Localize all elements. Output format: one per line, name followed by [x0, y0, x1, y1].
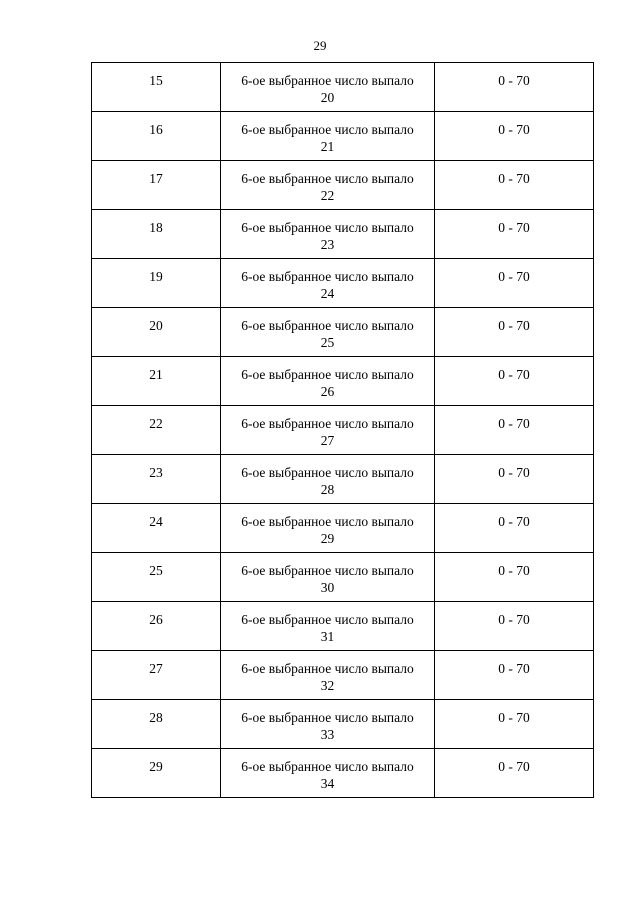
range-cell [435, 749, 594, 798]
description-text: 6-ое выбранное число выпало [241, 220, 414, 235]
row-number-cell [92, 651, 221, 700]
drawn-number: 32 [320, 678, 335, 693]
drawn-number: 33 [320, 727, 335, 742]
table-body [92, 63, 594, 798]
range-cell [435, 455, 594, 504]
description-text: 6-ое выбранное число выпало [241, 612, 414, 627]
range-value: 0 - 70 [498, 367, 530, 382]
table-row [92, 308, 594, 357]
range-cell [435, 210, 594, 259]
description-cell [221, 308, 435, 357]
drawn-number: 20 [320, 90, 335, 105]
range-cell [435, 504, 594, 553]
description-cell [221, 406, 435, 455]
description-text: 6-ое выбранное число выпало [241, 563, 414, 578]
range-cell [435, 308, 594, 357]
description-cell [221, 553, 435, 602]
description-text: 6-ое выбранное число выпало [241, 514, 414, 529]
results-table [91, 62, 594, 798]
row-number: 22 [149, 416, 163, 431]
drawn-number: 21 [320, 139, 335, 154]
row-number-cell [92, 210, 221, 259]
range-cell [435, 357, 594, 406]
range-cell [435, 63, 594, 112]
description-text: 6-ое выбранное число выпало [241, 759, 414, 774]
row-number: 27 [149, 661, 163, 676]
row-number-cell [92, 112, 221, 161]
table-row [92, 749, 594, 798]
description-text: 6-ое выбранное число выпало [241, 710, 414, 725]
table-row [92, 259, 594, 308]
description-text: 6-ое выбранное число выпало [241, 367, 414, 382]
range-cell [435, 259, 594, 308]
description-text: 6-ое выбранное число выпало [241, 465, 414, 480]
table-row [92, 210, 594, 259]
drawn-number: 26 [320, 384, 335, 399]
row-number-cell [92, 406, 221, 455]
range-value: 0 - 70 [498, 73, 530, 88]
table-row [92, 112, 594, 161]
row-number: 17 [149, 171, 163, 186]
description-text: 6-ое выбранное число выпало [241, 661, 414, 676]
page-number: 29 [313, 38, 327, 53]
row-number: 20 [149, 318, 163, 333]
range-cell [435, 651, 594, 700]
row-number-cell [92, 357, 221, 406]
range-cell [435, 161, 594, 210]
range-value: 0 - 70 [498, 563, 530, 578]
row-number-cell [92, 259, 221, 308]
row-number-cell [92, 455, 221, 504]
row-number: 15 [149, 73, 163, 88]
row-number-cell [92, 161, 221, 210]
description-cell [221, 455, 435, 504]
drawn-number: 29 [320, 531, 335, 546]
description-text: 6-ое выбранное число выпало [241, 416, 414, 431]
description-text: 6-ое выбранное число выпало [241, 318, 414, 333]
table-row [92, 651, 594, 700]
description-cell [221, 210, 435, 259]
range-cell [435, 553, 594, 602]
range-value: 0 - 70 [498, 318, 530, 333]
range-cell [435, 602, 594, 651]
description-cell [221, 63, 435, 112]
description-cell [221, 749, 435, 798]
row-number: 24 [149, 514, 163, 529]
range-value: 0 - 70 [498, 759, 530, 774]
drawn-number: 31 [320, 629, 335, 644]
description-cell [221, 112, 435, 161]
table-row [92, 161, 594, 210]
row-number-cell [92, 749, 221, 798]
range-value: 0 - 70 [498, 710, 530, 725]
drawn-number: 25 [320, 335, 335, 350]
drawn-number: 27 [320, 433, 335, 448]
row-number-cell [92, 553, 221, 602]
table-row [92, 63, 594, 112]
description-cell [221, 259, 435, 308]
range-value: 0 - 70 [498, 514, 530, 529]
drawn-number: 34 [320, 776, 335, 791]
description-text: 6-ое выбранное число выпало [241, 171, 414, 186]
range-value: 0 - 70 [498, 220, 530, 235]
table-row [92, 406, 594, 455]
description-text: 6-ое выбранное число выпало [241, 122, 414, 137]
drawn-number: 28 [320, 482, 335, 497]
table-row [92, 504, 594, 553]
range-value: 0 - 70 [498, 612, 530, 627]
range-value: 0 - 70 [498, 171, 530, 186]
row-number-cell [92, 63, 221, 112]
range-cell [435, 700, 594, 749]
description-cell [221, 700, 435, 749]
drawn-number: 23 [320, 237, 335, 252]
description-cell [221, 504, 435, 553]
row-number-cell [92, 700, 221, 749]
table-row [92, 553, 594, 602]
range-value: 0 - 70 [498, 416, 530, 431]
row-number: 28 [149, 710, 163, 725]
description-cell [221, 651, 435, 700]
description-text: 6-ое выбранное число выпало [241, 73, 414, 88]
table-row [92, 455, 594, 504]
row-number-cell [92, 308, 221, 357]
row-number: 23 [149, 465, 163, 480]
row-number: 18 [149, 220, 163, 235]
row-number: 26 [149, 612, 163, 627]
row-number: 16 [149, 122, 163, 137]
table-row [92, 357, 594, 406]
drawn-number: 30 [320, 580, 335, 595]
description-cell [221, 357, 435, 406]
range-value: 0 - 70 [498, 661, 530, 676]
range-value: 0 - 70 [498, 122, 530, 137]
range-cell [435, 112, 594, 161]
row-number: 29 [149, 759, 163, 774]
row-number-cell [92, 504, 221, 553]
row-number: 21 [149, 367, 163, 382]
description-text: 6-ое выбранное число выпало [241, 269, 414, 284]
drawn-number: 22 [320, 188, 335, 203]
row-number: 25 [149, 563, 163, 578]
range-value: 0 - 70 [498, 269, 530, 284]
description-cell [221, 602, 435, 651]
row-number: 19 [149, 269, 163, 284]
table-row [92, 700, 594, 749]
range-value: 0 - 70 [498, 465, 530, 480]
description-cell [221, 161, 435, 210]
row-number-cell [92, 602, 221, 651]
drawn-number: 24 [320, 286, 335, 301]
range-cell [435, 406, 594, 455]
table-row [92, 602, 594, 651]
